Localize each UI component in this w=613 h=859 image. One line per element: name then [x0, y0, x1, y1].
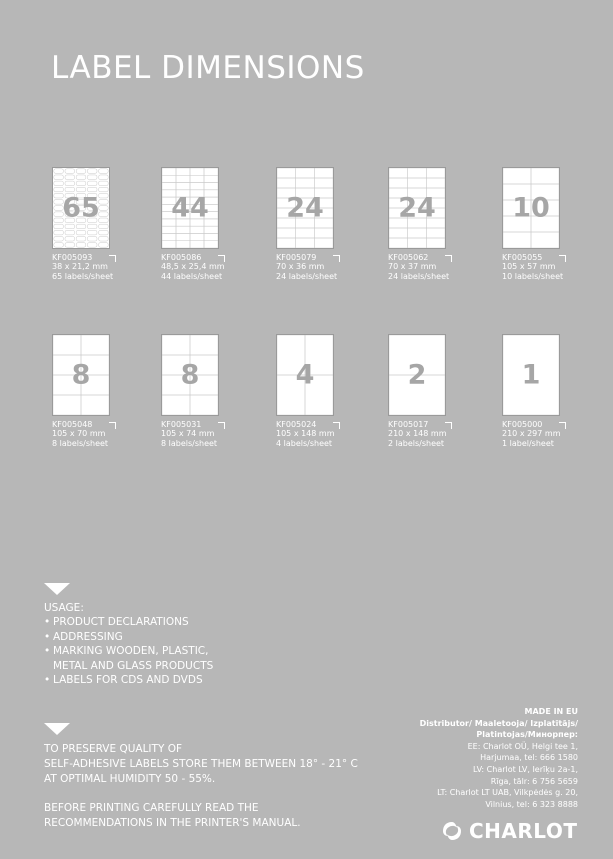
label-cell	[65, 230, 75, 235]
label-cell	[389, 168, 408, 178]
label-cell	[426, 228, 445, 238]
label-code	[276, 420, 338, 429]
label-cell	[54, 243, 64, 248]
label-count: 4	[295, 359, 315, 391]
usage-item: • MARKING WOODEN, PLASTIC, METAL AND GLASS PRODUCTS	[44, 644, 213, 673]
distributor-ee: Harjumaa, tel: 666 1580	[480, 753, 578, 763]
label-cell	[176, 175, 190, 182]
usage-item: • ADDRESSING	[44, 630, 213, 645]
label-cell	[190, 175, 204, 182]
label-cell	[65, 236, 75, 241]
distributor-lv: LV: Charlot LV, Ierīķu 2a-1,	[473, 764, 578, 774]
distributor-lt: Vilnius, tel: 6 323 8888	[485, 799, 578, 809]
label-cell	[87, 236, 97, 241]
distributor-lt: LT: Charlot LT UAB, Vilkpėdės g. 20,	[437, 788, 578, 798]
page-title: LABEL DIMENSIONS	[51, 50, 365, 86]
label-cell	[204, 241, 218, 248]
labels-per-sheet: 4 labels/sheet	[276, 439, 333, 448]
labels-per-sheet: 65 labels/sheet	[52, 272, 114, 281]
charlot-swirl-icon	[441, 820, 463, 842]
label-cell	[99, 187, 109, 192]
label-cell	[190, 168, 204, 175]
label-cell	[190, 241, 204, 248]
label-sheet-preview	[388, 334, 446, 416]
label-cell	[87, 243, 97, 248]
label-card	[161, 334, 281, 449]
label-count: 10	[512, 192, 550, 224]
label-count: 1	[521, 359, 541, 391]
label-cell	[87, 169, 97, 174]
labels-per-sheet: 10 labels/sheet	[502, 272, 564, 281]
label-count: 2	[407, 359, 427, 391]
label-dimensions: 105 x 57 mm	[502, 262, 556, 271]
label-cell	[277, 168, 296, 178]
usage-triangle-icon	[44, 583, 70, 595]
usage-title: USAGE:	[44, 602, 84, 614]
label-cell	[162, 395, 190, 415]
label-cell	[176, 233, 190, 240]
label-cell	[531, 168, 559, 184]
label-cell	[389, 228, 408, 238]
label-cell	[204, 233, 218, 240]
label-cell	[503, 232, 531, 248]
label-code	[388, 253, 450, 262]
label-count: 24	[286, 192, 324, 224]
brand-name: CHARLOT	[469, 819, 578, 843]
storage-triangle-icon	[44, 723, 70, 735]
label-cell	[65, 169, 75, 174]
label-cell	[426, 238, 445, 248]
label-card	[52, 167, 172, 282]
label-cell	[176, 168, 190, 175]
label-count: 8	[71, 359, 91, 391]
label-code-text: KF005000	[502, 420, 543, 429]
label-cell	[99, 169, 109, 174]
label-count: 65	[62, 192, 100, 224]
label-card	[161, 167, 281, 282]
label-cell	[190, 395, 218, 415]
label-cell	[99, 230, 109, 235]
label-cell	[81, 395, 109, 415]
label-card	[388, 334, 508, 449]
label-sheet-preview	[276, 334, 334, 416]
label-cell	[53, 395, 81, 415]
usage-list	[44, 615, 213, 688]
storage-line: AT OPTIMAL HUMIDITY 50 - 55%.	[44, 773, 216, 785]
label-code-text: KF005031	[161, 420, 202, 429]
label-dimensions: 105 x 70 mm	[52, 429, 106, 438]
label-cell	[176, 241, 190, 248]
label-code-text: KF005086	[161, 253, 202, 262]
label-cell	[87, 175, 97, 180]
label-sheet-preview	[502, 334, 560, 416]
label-cell	[76, 169, 86, 174]
label-cell	[408, 228, 427, 238]
label-cell	[531, 232, 559, 248]
label-code	[161, 253, 223, 262]
labels-per-sheet: 24 labels/sheet	[388, 272, 450, 281]
label-code-text: KF005055	[502, 253, 543, 262]
label-count: 24	[398, 192, 436, 224]
label-sheet-preview	[52, 334, 110, 416]
label-code-text: KF005024	[276, 420, 317, 429]
label-code-text: KF005048	[52, 420, 93, 429]
distributor-info	[420, 706, 578, 810]
label-code	[52, 253, 114, 262]
label-cell	[54, 169, 64, 174]
label-cell	[65, 181, 75, 186]
label-cell	[87, 224, 97, 229]
label-code-text: KF005093	[52, 253, 93, 262]
label-dimensions: 105 x 74 mm	[161, 429, 215, 438]
label-cell	[176, 226, 190, 233]
label-cell	[190, 226, 204, 233]
label-cell	[190, 233, 204, 240]
label-cell	[503, 168, 531, 184]
label-code-text: KF005062	[388, 253, 429, 262]
corner-mark-icon	[218, 255, 225, 262]
label-cell	[65, 243, 75, 248]
label-cell	[162, 233, 176, 240]
label-cell	[426, 178, 445, 188]
corner-mark-icon	[559, 422, 566, 429]
corner-mark-icon	[333, 255, 340, 262]
label-cell	[296, 228, 315, 238]
label-cell	[54, 181, 64, 186]
label-cell	[87, 181, 97, 186]
corner-mark-icon	[218, 422, 225, 429]
label-cell	[54, 175, 64, 180]
label-cell	[296, 238, 315, 248]
label-cell	[76, 181, 86, 186]
label-cell	[408, 178, 427, 188]
distributor-lv: Rīga, tālr: 6 756 5659	[490, 776, 578, 786]
label-code	[502, 420, 564, 429]
label-cell	[204, 175, 218, 182]
label-cell	[176, 183, 190, 190]
distributor-ee: EE: Charlot OÜ, Helgi tee 1,	[467, 741, 578, 751]
label-card	[276, 167, 396, 282]
label-cell	[296, 178, 315, 188]
labels-per-sheet: 24 labels/sheet	[276, 272, 338, 281]
label-cell	[296, 168, 315, 178]
label-sheet-preview	[276, 167, 334, 249]
label-dimensions: 70 x 37 mm	[388, 262, 437, 271]
label-cell	[314, 228, 333, 238]
label-sheet-preview	[502, 167, 560, 249]
label-dimensions: 210 x 297 mm	[502, 429, 561, 438]
label-cell	[65, 175, 75, 180]
label-cell	[87, 230, 97, 235]
label-dimensions: 105 x 148 mm	[276, 429, 335, 438]
label-cell	[54, 236, 64, 241]
label-dimensions: 70 x 36 mm	[276, 262, 325, 271]
label-cell	[54, 224, 64, 229]
corner-mark-icon	[333, 422, 340, 429]
label-card	[388, 167, 508, 282]
label-cell	[81, 335, 109, 355]
label-sheet-preview	[161, 167, 219, 249]
label-cell	[162, 168, 176, 175]
label-count: 8	[180, 359, 200, 391]
storage-line: TO PRESERVE QUALITY OF	[44, 743, 183, 755]
label-cell	[277, 238, 296, 248]
corner-mark-icon	[109, 422, 116, 429]
label-cell	[65, 187, 75, 192]
made-in-eu: MADE IN EU	[524, 707, 578, 716]
label-code	[161, 420, 223, 429]
label-cell	[162, 241, 176, 248]
distributor-heading: Platintojas/Минорпер:	[476, 730, 578, 740]
label-cell	[190, 183, 204, 190]
label-dimensions: 210 x 148 mm	[388, 429, 447, 438]
label-code	[502, 253, 564, 262]
label-cell	[99, 181, 109, 186]
label-cell	[99, 175, 109, 180]
label-cell	[277, 178, 296, 188]
label-code-text: KF005017	[388, 420, 429, 429]
label-cell	[162, 183, 176, 190]
storage-line: SELF-ADHESIVE LABELS STORE THEM BETWEEN 18° - 21° C	[44, 758, 358, 770]
printing-line: RECOMMENDATIONS IN THE PRINTER'S MANUAL.	[44, 817, 301, 829]
label-cell	[389, 178, 408, 188]
label-cell	[162, 175, 176, 182]
label-card	[502, 167, 613, 282]
label-cell	[426, 168, 445, 178]
storage-note	[44, 742, 358, 787]
label-card	[276, 334, 396, 449]
labels-per-sheet: 8 labels/sheet	[161, 439, 218, 448]
labels-per-sheet: 44 labels/sheet	[161, 272, 223, 281]
label-cell	[314, 168, 333, 178]
label-cell	[76, 230, 86, 235]
label-cell	[99, 243, 109, 248]
label-cell	[99, 224, 109, 229]
label-cell	[76, 236, 86, 241]
label-cell	[65, 224, 75, 229]
label-cell	[54, 187, 64, 192]
label-cell	[389, 238, 408, 248]
label-cell	[76, 187, 86, 192]
label-cell	[53, 335, 81, 355]
label-code	[52, 420, 114, 429]
printing-line: BEFORE PRINTING CAREFULLY READ THE	[44, 802, 259, 814]
label-sheet-preview	[52, 167, 110, 249]
corner-mark-icon	[445, 422, 452, 429]
label-code-text: KF005079	[276, 253, 317, 262]
label-cell	[408, 238, 427, 248]
corner-mark-icon	[559, 255, 566, 262]
label-cell	[277, 228, 296, 238]
label-cell	[76, 224, 86, 229]
label-cell	[99, 236, 109, 241]
label-sheet-preview	[388, 167, 446, 249]
labels-per-sheet: 2 labels/sheet	[388, 439, 445, 448]
usage-item: • PRODUCT DECLARATIONS	[44, 615, 213, 630]
label-cell	[204, 168, 218, 175]
labels-per-sheet: 1 label/sheet	[502, 439, 554, 448]
labels-per-sheet: 8 labels/sheet	[52, 439, 109, 448]
label-code	[388, 420, 450, 429]
label-cell	[408, 168, 427, 178]
usage-item: • LABELS FOR CDS AND DVDS	[44, 673, 213, 688]
label-cell	[190, 335, 218, 355]
printing-note	[44, 801, 301, 831]
label-cell	[162, 226, 176, 233]
label-dimensions: 48,5 x 25,4 mm	[161, 262, 225, 271]
label-code	[276, 253, 338, 262]
label-cell	[314, 238, 333, 248]
label-cell	[76, 243, 86, 248]
label-dimensions: 38 x 21,2 mm	[52, 262, 108, 271]
label-cell	[87, 187, 97, 192]
distributor-heading: Distributor/ Maaletooja/ Izplatītājs/	[419, 718, 578, 728]
label-count: 44	[171, 192, 209, 224]
label-card	[502, 334, 613, 449]
corner-mark-icon	[445, 255, 452, 262]
label-card	[52, 334, 172, 449]
label-sheet-preview	[161, 334, 219, 416]
label-cell	[76, 175, 86, 180]
label-cell	[204, 226, 218, 233]
corner-mark-icon	[109, 255, 116, 262]
label-cell	[54, 230, 64, 235]
label-cell	[204, 183, 218, 190]
label-cell	[314, 178, 333, 188]
brand-logo	[441, 818, 577, 844]
label-cell	[162, 335, 190, 355]
